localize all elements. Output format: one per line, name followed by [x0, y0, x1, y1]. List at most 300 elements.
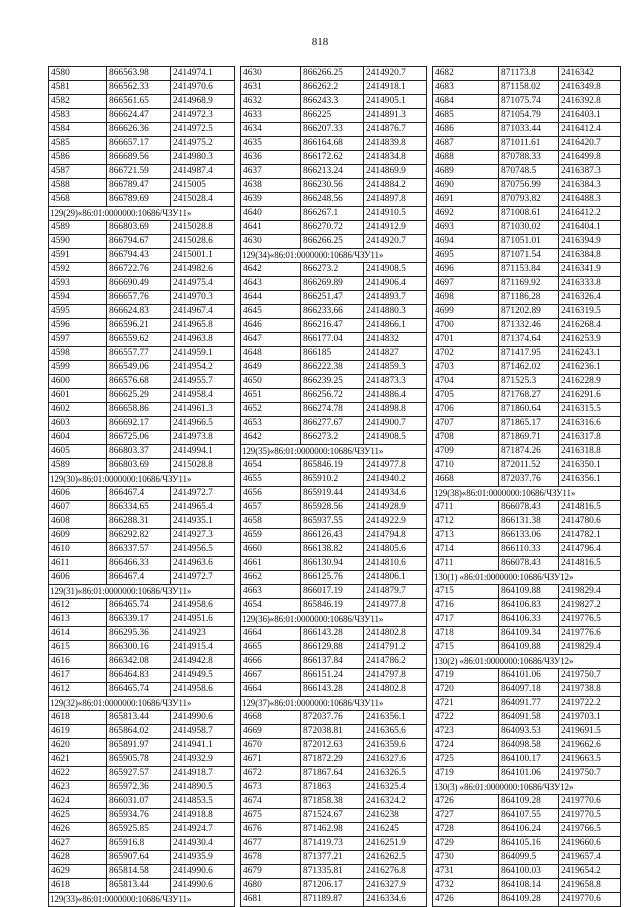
table-row [433, 403, 621, 417]
point-number: 4599 [49, 361, 107, 375]
table-row [433, 893, 621, 907]
point-number: 4723 [433, 725, 499, 739]
y-coordinate: 2414977.8 [364, 459, 427, 473]
table-row [241, 837, 427, 851]
y-coordinate: 2414965.8 [171, 319, 235, 333]
x-coordinate: 864106.33 [499, 613, 559, 627]
point-number: 4666 [241, 655, 301, 669]
x-coordinate: 866017.19 [301, 585, 364, 599]
point-number: 4692 [433, 207, 499, 221]
y-coordinate: 2414786.2 [364, 655, 427, 669]
coordinates-table [432, 66, 621, 907]
x-coordinate: 866626.36 [107, 123, 171, 137]
y-coordinate: 2419770.6 [559, 893, 621, 907]
x-coordinate: 866725.06 [107, 431, 171, 445]
y-coordinate: 2414920.7 [364, 67, 427, 81]
point-number: 4672 [241, 767, 301, 781]
table-row [49, 865, 235, 879]
table-row [433, 165, 621, 179]
point-number: 4714 [433, 543, 499, 557]
x-coordinate: 865927.57 [107, 767, 171, 781]
x-coordinate: 872037.76 [499, 473, 559, 487]
point-number: 4583 [49, 109, 107, 123]
x-coordinate: 866466.33 [107, 557, 171, 571]
point-number: 4726 [433, 893, 499, 907]
point-number: 4648 [241, 347, 301, 361]
y-coordinate: 2414802.8 [364, 683, 427, 697]
x-coordinate: 865813.44 [107, 879, 171, 893]
y-coordinate: 2414891.3 [364, 109, 427, 123]
point-number: 4675 [241, 809, 301, 823]
y-coordinate: 2416349.8 [559, 81, 621, 95]
x-coordinate: 866216.47 [301, 319, 364, 333]
point-number: 4589 [49, 221, 107, 235]
x-coordinate: 864109.88 [499, 585, 559, 599]
x-coordinate: 866467.4 [107, 571, 171, 585]
point-number: 4612 [49, 599, 107, 613]
x-coordinate: 871860.64 [499, 403, 559, 417]
y-coordinate: 2416412.4 [559, 123, 621, 137]
point-number: 4654 [241, 459, 301, 473]
x-coordinate: 871054.79 [499, 109, 559, 123]
table-row [241, 865, 427, 879]
y-coordinate: 2416334.6 [364, 893, 427, 907]
y-coordinate: 2414951.6 [171, 613, 235, 627]
point-number: 4687 [433, 137, 499, 151]
y-coordinate: 2414780.6 [559, 515, 621, 529]
table-row [49, 683, 235, 697]
y-coordinate: 2416317.8 [559, 431, 621, 445]
point-number: 4730 [433, 851, 499, 865]
y-coordinate: 2414973.8 [171, 431, 235, 445]
x-coordinate: 866722.76 [107, 263, 171, 277]
point-number: 4702 [433, 347, 499, 361]
x-coordinate: 865846.19 [301, 459, 364, 473]
table-row [241, 767, 427, 781]
y-coordinate: 2414802.8 [364, 627, 427, 641]
x-coordinate: 866562.33 [107, 81, 171, 95]
y-coordinate: 2416327.9 [364, 879, 427, 893]
point-number: 4610 [49, 543, 107, 557]
table-row [433, 627, 621, 641]
table-row [49, 641, 235, 655]
x-coordinate: 871863 [301, 781, 364, 795]
x-coordinate: 866794.43 [107, 249, 171, 263]
table-row [241, 711, 427, 725]
x-coordinate: 866125.76 [301, 571, 364, 585]
table-row [241, 543, 427, 557]
y-coordinate: 2414908.5 [364, 263, 427, 277]
x-coordinate: 871051.01 [499, 235, 559, 249]
x-coordinate: 865916.8 [107, 837, 171, 851]
y-coordinate: 2414924.7 [171, 823, 235, 837]
y-coordinate: 2416251.9 [364, 837, 427, 851]
table-row [241, 305, 427, 319]
table-row [49, 263, 235, 277]
y-coordinate: 2414972.5 [171, 123, 235, 137]
point-number: 4684 [433, 95, 499, 109]
table-row [49, 249, 235, 263]
x-coordinate: 866266.25 [301, 67, 364, 81]
section-header-row [49, 893, 235, 907]
y-coordinate: 2419829.4 [559, 585, 621, 599]
table-row [49, 781, 235, 795]
section-label: 129(36)«86:01:0000000:10686/ЧЗУ11» [241, 613, 427, 627]
x-coordinate: 866256.72 [301, 389, 364, 403]
point-number: 4585 [49, 137, 107, 151]
point-number: 4720 [433, 683, 499, 697]
x-coordinate: 865905.78 [107, 753, 171, 767]
y-coordinate: 2419722.2 [559, 697, 621, 711]
y-coordinate: 2416327.6 [364, 753, 427, 767]
x-coordinate: 865972.36 [107, 781, 171, 795]
point-number: 4724 [433, 739, 499, 753]
table-row [49, 235, 235, 249]
point-number: 4616 [49, 655, 107, 669]
x-coordinate: 866270.72 [301, 221, 364, 235]
y-coordinate: 2414794.8 [364, 529, 427, 543]
y-coordinate: 2416499.8 [559, 151, 621, 165]
x-coordinate: 866561.65 [107, 95, 171, 109]
x-coordinate: 866789.69 [107, 193, 171, 207]
x-coordinate: 866803.37 [107, 445, 171, 459]
point-number: 4630 [241, 67, 301, 81]
table-row [241, 109, 427, 123]
y-coordinate: 2414905.1 [364, 95, 427, 109]
table-row [433, 445, 621, 459]
x-coordinate: 864099.5 [499, 851, 559, 865]
table-row [241, 473, 427, 487]
table-row [433, 879, 621, 893]
point-number: 4601 [49, 389, 107, 403]
x-coordinate: 864097.18 [499, 683, 559, 697]
x-coordinate: 866625.29 [107, 389, 171, 403]
table-row [241, 207, 427, 221]
table-row [433, 305, 621, 319]
y-coordinate: 2419654.2 [559, 865, 621, 879]
point-number: 4615 [49, 641, 107, 655]
y-coordinate: 2419770.5 [559, 809, 621, 823]
x-coordinate: 864091.77 [499, 697, 559, 711]
point-number: 4711 [433, 557, 499, 571]
x-coordinate: 866233.66 [301, 305, 364, 319]
point-number: 4651 [241, 389, 301, 403]
table-row [433, 753, 621, 767]
point-number: 4697 [433, 277, 499, 291]
point-number: 4626 [49, 823, 107, 837]
y-coordinate: 2414832 [364, 333, 427, 347]
x-coordinate: 866078.43 [499, 557, 559, 571]
x-coordinate: 864106.24 [499, 823, 559, 837]
point-number: 4603 [49, 417, 107, 431]
point-number: 4712 [433, 515, 499, 529]
table-row [433, 123, 621, 137]
y-coordinate: 2414994.1 [171, 445, 235, 459]
table-row [241, 319, 427, 333]
y-coordinate: 2416291.6 [559, 389, 621, 403]
point-number: 4618 [49, 879, 107, 893]
x-coordinate: 871033.44 [499, 123, 559, 137]
point-number: 4655 [241, 473, 301, 487]
point-number: 4623 [49, 781, 107, 795]
y-coordinate: 2414900.7 [364, 417, 427, 431]
point-number: 4677 [241, 837, 301, 851]
point-number: 4682 [433, 67, 499, 81]
table-row [49, 123, 235, 137]
x-coordinate: 866213.24 [301, 165, 364, 179]
table-row [433, 81, 621, 95]
x-coordinate: 866596.21 [107, 319, 171, 333]
point-number: 4652 [241, 403, 301, 417]
table-row [241, 599, 427, 613]
y-coordinate: 2414897.8 [364, 193, 427, 207]
point-number: 4606 [49, 487, 107, 501]
y-coordinate: 2416326.5 [364, 767, 427, 781]
y-coordinate: 2416387.3 [559, 165, 621, 179]
point-number: 4641 [241, 221, 301, 235]
y-coordinate: 2414935.1 [171, 515, 235, 529]
point-number: 4728 [433, 823, 499, 837]
y-coordinate: 2414955.7 [171, 375, 235, 389]
point-number: 4703 [433, 361, 499, 375]
y-coordinate: 2416318.8 [559, 445, 621, 459]
y-coordinate: 2419663.5 [559, 753, 621, 767]
table-row [241, 67, 427, 81]
point-number: 4625 [49, 809, 107, 823]
point-number: 4660 [241, 543, 301, 557]
y-coordinate: 2415028.4 [171, 193, 235, 207]
y-coordinate: 2414908.5 [364, 431, 427, 445]
point-number: 4707 [433, 417, 499, 431]
table-row [49, 529, 235, 543]
table-row [49, 767, 235, 781]
coordinates-table [48, 66, 235, 907]
table-row [49, 361, 235, 375]
table-row [433, 739, 621, 753]
table-row [49, 851, 235, 865]
table-row [241, 263, 427, 277]
y-coordinate: 2414940.2 [364, 473, 427, 487]
table-row [49, 179, 235, 193]
y-coordinate: 2414970.3 [171, 291, 235, 305]
point-number: 4688 [433, 151, 499, 165]
y-coordinate: 2416253.9 [559, 333, 621, 347]
table-row [433, 291, 621, 305]
point-number: 4642 [241, 431, 301, 445]
section-header-row [433, 571, 621, 585]
table-row [241, 795, 427, 809]
y-coordinate: 2414972.3 [171, 109, 235, 123]
point-number: 4698 [433, 291, 499, 305]
table-row [241, 403, 427, 417]
table-row [241, 333, 427, 347]
x-coordinate: 871071.54 [499, 249, 559, 263]
x-coordinate: 871525.3 [499, 375, 559, 389]
section-header-row [49, 473, 235, 487]
y-coordinate: 2414927.3 [171, 529, 235, 543]
table-row [49, 277, 235, 291]
x-coordinate: 872037.76 [301, 711, 364, 725]
point-number: 4643 [241, 277, 301, 291]
x-coordinate: 871377.21 [301, 851, 364, 865]
y-coordinate: 2416420.7 [559, 137, 621, 151]
table-row [49, 515, 235, 529]
table-row [49, 389, 235, 403]
y-coordinate: 2414915.4 [171, 641, 235, 655]
y-coordinate: 2419766.5 [559, 823, 621, 837]
x-coordinate: 866692.17 [107, 417, 171, 431]
table-row [49, 81, 235, 95]
section-label: 129(35)«86:01:0000000:10686/ЧЗУ11» [241, 445, 427, 459]
y-coordinate: 2414954.2 [171, 361, 235, 375]
y-coordinate: 2415028.6 [171, 235, 235, 249]
x-coordinate: 866164.68 [301, 137, 364, 151]
table-row [433, 501, 621, 515]
section-header-row [433, 655, 621, 669]
point-number: 4649 [241, 361, 301, 375]
point-number: 4632 [241, 95, 301, 109]
table-row [433, 137, 621, 151]
y-coordinate: 2416245 [364, 823, 427, 837]
x-coordinate: 871173.8 [499, 67, 559, 81]
point-number: 4620 [49, 739, 107, 753]
y-coordinate: 2416262.5 [364, 851, 427, 865]
table-row [241, 557, 427, 571]
x-coordinate: 865925.85 [107, 823, 171, 837]
y-coordinate: 2416341.9 [559, 263, 621, 277]
x-coordinate: 864101.06 [499, 767, 559, 781]
y-coordinate: 2415005 [171, 179, 235, 193]
y-coordinate: 2414810.6 [364, 557, 427, 571]
table-row [433, 683, 621, 697]
point-number: 4694 [433, 235, 499, 249]
point-number: 4581 [49, 81, 107, 95]
y-coordinate: 2416392.8 [559, 95, 621, 109]
y-coordinate: 2414797.8 [364, 669, 427, 683]
point-number: 4704 [433, 375, 499, 389]
y-coordinate: 2416236.1 [559, 361, 621, 375]
x-coordinate: 866143.28 [301, 627, 364, 641]
x-coordinate: 866689.56 [107, 151, 171, 165]
point-number: 4635 [241, 137, 301, 151]
x-coordinate: 871030.02 [499, 221, 559, 235]
x-coordinate: 871169.92 [499, 277, 559, 291]
x-coordinate: 871374.64 [499, 333, 559, 347]
table-row [49, 305, 235, 319]
y-coordinate: 2414935.9 [171, 851, 235, 865]
point-number: 4586 [49, 151, 107, 165]
x-coordinate: 865937.55 [301, 515, 364, 529]
x-coordinate: 872012.63 [301, 739, 364, 753]
table-row [241, 655, 427, 669]
y-coordinate: 2414958.7 [171, 725, 235, 739]
x-coordinate: 866137.84 [301, 655, 364, 669]
y-coordinate: 2414859.3 [364, 361, 427, 375]
x-coordinate: 871417.95 [499, 347, 559, 361]
y-coordinate: 2419827.2 [559, 599, 621, 613]
table-row [433, 669, 621, 683]
y-coordinate: 2414975.2 [171, 137, 235, 151]
x-coordinate: 866557.77 [107, 347, 171, 361]
point-number: 4671 [241, 753, 301, 767]
y-coordinate: 2419750.7 [559, 767, 621, 781]
y-coordinate: 2414928.9 [364, 501, 427, 515]
section-label: 129(29)«86:01:0000000:10686/ЧЗУ11» [49, 207, 235, 221]
y-coordinate: 2414906.4 [364, 277, 427, 291]
x-coordinate: 866172.62 [301, 151, 364, 165]
point-number: 4600 [49, 375, 107, 389]
x-coordinate: 866185 [301, 347, 364, 361]
point-number: 4596 [49, 319, 107, 333]
x-coordinate: 871524.67 [301, 809, 364, 823]
table-row [241, 137, 427, 151]
point-number: 4584 [49, 123, 107, 137]
y-coordinate: 2416276.8 [364, 865, 427, 879]
y-coordinate: 2416326.4 [559, 291, 621, 305]
y-coordinate: 2416359.6 [364, 739, 427, 753]
x-coordinate: 871332.46 [499, 319, 559, 333]
point-number: 4647 [241, 333, 301, 347]
point-number: 4696 [433, 263, 499, 277]
table-row [433, 529, 621, 543]
table-row [433, 333, 621, 347]
y-coordinate: 2414893.7 [364, 291, 427, 305]
table-row [241, 291, 427, 305]
y-coordinate: 2416384.3 [559, 179, 621, 193]
table-row [49, 879, 235, 893]
table-row [49, 95, 235, 109]
table-row [433, 851, 621, 865]
x-coordinate: 866337.57 [107, 543, 171, 557]
y-coordinate: 2414972.7 [171, 571, 235, 585]
y-coordinate: 2414934.6 [364, 487, 427, 501]
x-coordinate: 871462.02 [499, 361, 559, 375]
x-coordinate: 866230.56 [301, 179, 364, 193]
x-coordinate: 870748.5 [499, 165, 559, 179]
y-coordinate: 2416403.1 [559, 109, 621, 123]
y-coordinate: 2414816.5 [559, 501, 621, 515]
table-row [49, 571, 235, 585]
x-coordinate: 865814.58 [107, 865, 171, 879]
point-number: 4633 [241, 109, 301, 123]
point-number: 4645 [241, 305, 301, 319]
table-row [241, 823, 427, 837]
x-coordinate: 866133.06 [499, 529, 559, 543]
x-coordinate: 864106.83 [499, 599, 559, 613]
y-coordinate: 2414963.6 [171, 557, 235, 571]
y-coordinate: 2414910.5 [364, 207, 427, 221]
point-number: 4608 [49, 515, 107, 529]
x-coordinate: 866031.07 [107, 795, 171, 809]
point-number: 4719 [433, 767, 499, 781]
y-coordinate: 2414912.9 [364, 221, 427, 235]
y-coordinate: 2416404.1 [559, 221, 621, 235]
x-coordinate: 866794.67 [107, 235, 171, 249]
point-number: 4624 [49, 795, 107, 809]
y-coordinate: 2414918.1 [364, 81, 427, 95]
x-coordinate: 866126.43 [301, 529, 364, 543]
x-coordinate: 866222.38 [301, 361, 364, 375]
point-number: 4673 [241, 781, 301, 795]
x-coordinate: 871419.73 [301, 837, 364, 851]
point-number: 4642 [241, 263, 301, 277]
coordinates-column-1 [48, 66, 235, 907]
point-number: 4636 [241, 151, 301, 165]
x-coordinate: 866657.17 [107, 137, 171, 151]
y-coordinate: 2414958.6 [171, 683, 235, 697]
table-row [241, 627, 427, 641]
x-coordinate: 864093.53 [499, 725, 559, 739]
